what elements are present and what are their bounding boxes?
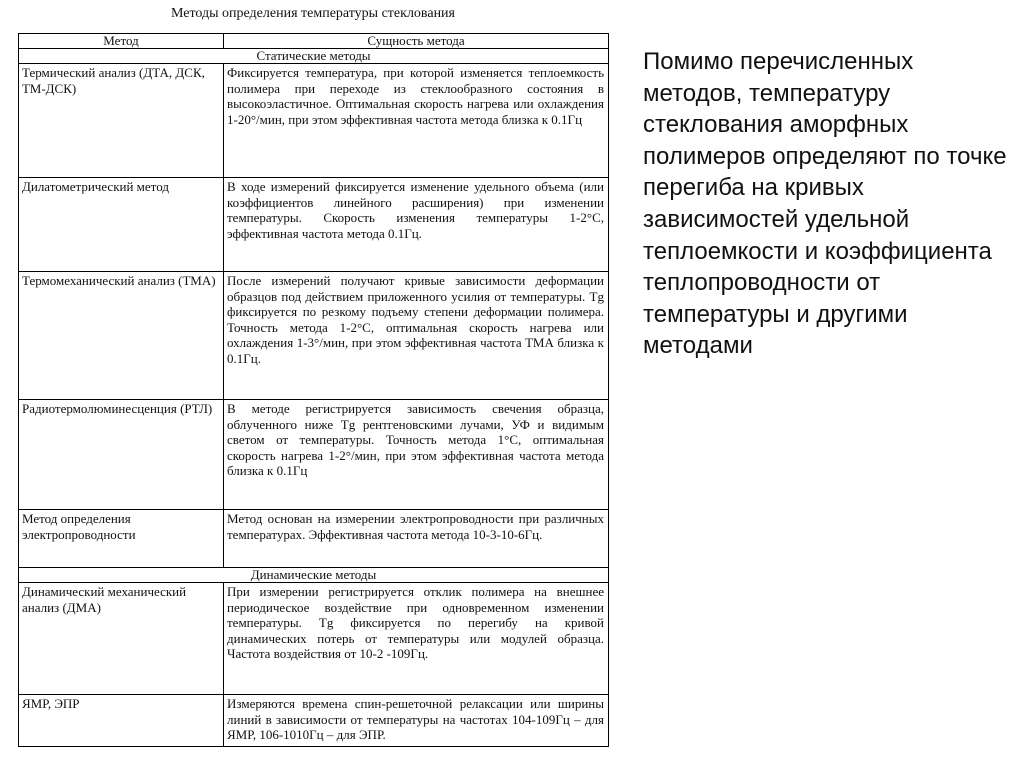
table-row (19, 272, 609, 400)
essence-cell: Фиксируется температура, при которой изменяется теплоемкость полимера при переходе из стеклообразного состояния в высокоэластичное. Оптимальная скорость нагрева или охлаждения 1-20°/мин, при этом эффективная частота метода близка к 0.1Гц (224, 64, 609, 178)
table-row (19, 510, 609, 568)
section-title: Статические методы (19, 49, 609, 64)
essence-cell: В ходе измерений фиксируется изменение удельного объема (или коэффициентов линейного расширения) при изменении температуры. Скорость изменения температуры 1-2°С, эффективная частота метода 0.1Гц. (224, 178, 609, 272)
header-essence: Сущность метода (224, 34, 609, 49)
method-cell: Термический анализ (ДТА, ДСК, ТМ-ДСК) (19, 64, 224, 178)
table-row (19, 400, 609, 510)
essence-cell: После измерений получают кривые зависимости деформации образцов под действием приложенного усилия от температуры. Tg фиксируется по резкому подъему степени деформации полимера. Точность метода 1-2°С, оптимальная скорость нагрева или охлаждения 1-3°/мин, при этом эффективная частота ТМА близка к 0.1Гц. (224, 272, 609, 400)
section-row-dynamic (19, 568, 609, 583)
side-paragraph: Помимо перечисленных методов, температуру стеклования аморфных полимеров определяют по точке перегиба на кривых зависимостей удельной теплоемкости и коэффициента теплопроводности от температуры и другими методами (643, 48, 1007, 360)
method-cell: Динамический механический анализ (ДМА) (19, 583, 224, 695)
table-title: Методы определения температуры стеклования (170, 6, 455, 21)
table-row (19, 178, 609, 272)
section-title: Динамические методы (19, 568, 609, 583)
table-row (19, 583, 609, 695)
methods-table (18, 33, 609, 747)
essence-cell: Метод основан на измерении электропроводности при различных температурах. Эффективная частота метода 10-3-10-6Гц. (224, 510, 609, 568)
essence-cell: При измерении регистрируется отклик полимера на внешнее периодическое воздействие при одновременном изменении температуры. Tg фиксируется по перегибу на кривой динамических потерь от температуры или модулей образца. Частота воздействия от 10-2 -109Гц. (224, 583, 609, 695)
table-header-row (19, 34, 609, 49)
header-method: Метод (19, 34, 224, 49)
method-cell: Термомеханический анализ (ТМА) (19, 272, 224, 400)
method-cell: Радиотермолюминесценция (РТЛ) (19, 400, 224, 510)
method-cell: Метод определения электропроводности (19, 510, 224, 568)
method-cell: ЯМР, ЭПР (19, 695, 224, 747)
table-row (19, 64, 609, 178)
essence-cell: Измеряются времена спин-решеточной релаксации или ширины линий в зависимости от температуры на частотах 104-109Гц – для ЯМР, 106-1010Гц – для ЭПР. (224, 695, 609, 747)
essence-cell: В методе регистрируется зависимость свечения образца, облученного ниже Tg рентгеновскими лучами, УФ и видимым светом от температуры. Точность метода 1°С, оптимальная скорость нагрева 1-2°/мин, при этом эффективная частота метода близка к 0.1Гц (224, 400, 609, 510)
section-row-static (19, 49, 609, 64)
method-cell: Дилатометрический метод (19, 178, 224, 272)
table-row (19, 695, 609, 747)
